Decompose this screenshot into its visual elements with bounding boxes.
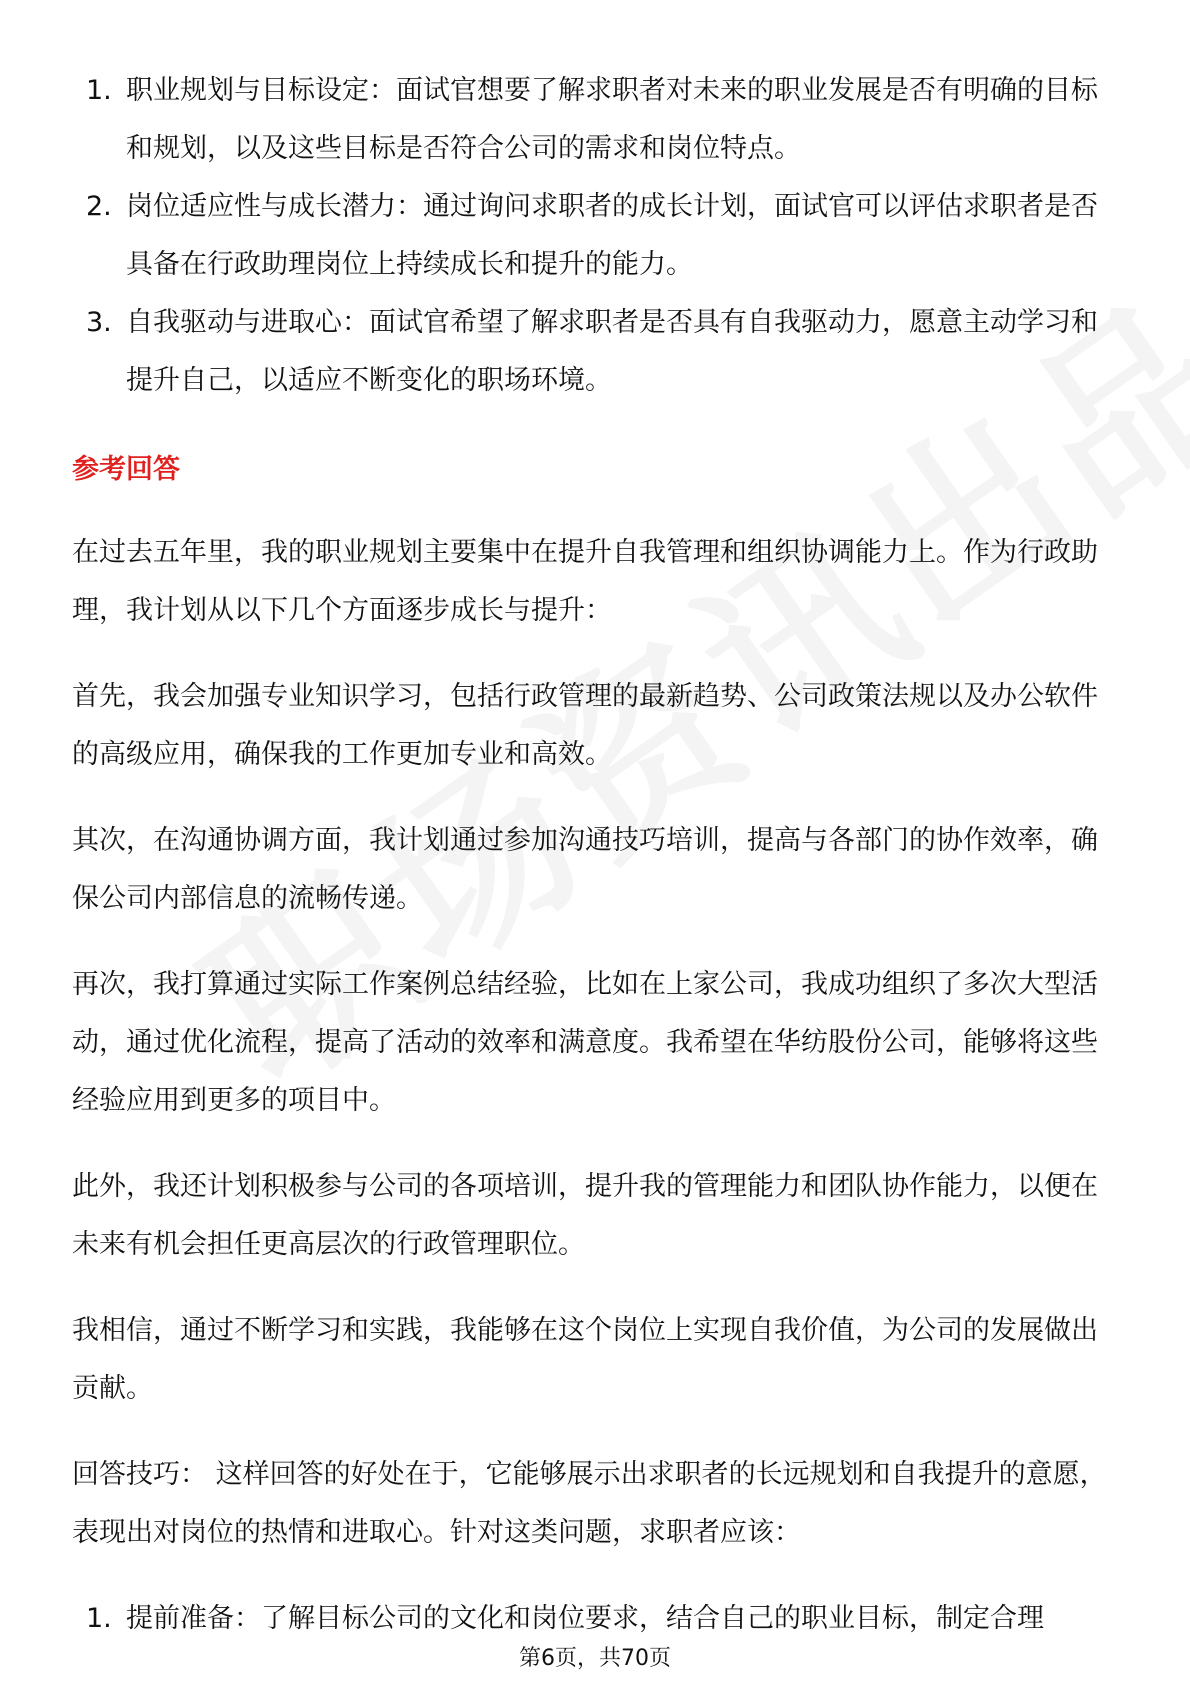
list-item-number: 2. [86, 191, 112, 222]
tips-list [72, 1590, 1122, 1648]
list-item [72, 294, 1122, 410]
page-content [72, 62, 1122, 1648]
reference-answer-heading: 参考回答 [72, 454, 180, 485]
list-item-number: 1. [86, 1603, 112, 1634]
answer-paragraph: 再次，我打算通过实际工作案例总结经验，比如在上家公司，我成功组织了多次大型活动，通过优化流程，提高了活动的效率和满意度。我希望在华纺股份公司，能够将这些经验应用到更多的项目中。 [72, 969, 1098, 1116]
answer-paragraph: 在过去五年里，我的职业规划主要集中在提升自我管理和组织协调能力上。作为行政助理，我计划从以下几个方面逐步成长与提升： [72, 537, 1098, 626]
list-item [72, 178, 1122, 294]
answer-paragraph: 此外，我还计划积极参与公司的各项培训，提升我的管理能力和团队协作能力，以便在未来有机会担任更高层次的行政管理职位。 [72, 1171, 1098, 1260]
answer-paragraph: 我相信，通过不断学习和实践，我能够在这个岗位上实现自我价值，为公司的发展做出贡献。 [72, 1315, 1098, 1404]
answer-paragraph: 首先，我会加强专业知识学习，包括行政管理的最新趋势、公司政策法规以及办公软件的高级应用，确保我的工作更加专业和高效。 [72, 681, 1098, 770]
list-item-number: 3. [86, 307, 112, 338]
answer-tips-paragraph: 回答技巧： 这样回答的好处在于，它能够展示出求职者的长远规划和自我提升的意愿，表现出对岗位的热情和进取心。针对这类问题，求职者应该： [72, 1459, 1107, 1548]
list-item-text: 自我驱动与进取心：面试官希望了解求职者是否具有自我驱动力，愿意主动学习和提升自己，以适应不断变化的职场环境。 [126, 307, 1098, 396]
list-item-number: 1. [86, 75, 112, 106]
answer-paragraph: 其次，在沟通协调方面，我计划通过参加沟通技巧培训，提高与各部门的协作效率，确保公司内部信息的流畅传递。 [72, 825, 1098, 914]
list-item-text: 提前准备：了解目标公司的文化和岗位要求，结合自己的职业目标，制定合理 [126, 1603, 1044, 1634]
page-footer: 第6页，共70页 [519, 1646, 671, 1671]
list-item [72, 62, 1122, 178]
list-item-text: 岗位适应性与成长潜力：通过询问求职者的成长计划，面试官可以评估求职者是否具备在行政助理岗位上持续成长和提升的能力。 [126, 191, 1098, 280]
list-item [72, 1590, 1122, 1648]
list-item-text: 职业规划与目标设定：面试官想要了解求职者对未来的职业发展是否有明确的目标和规划，以及这些目标是否符合公司的需求和岗位特点。 [126, 75, 1098, 164]
intro-list [72, 62, 1122, 410]
